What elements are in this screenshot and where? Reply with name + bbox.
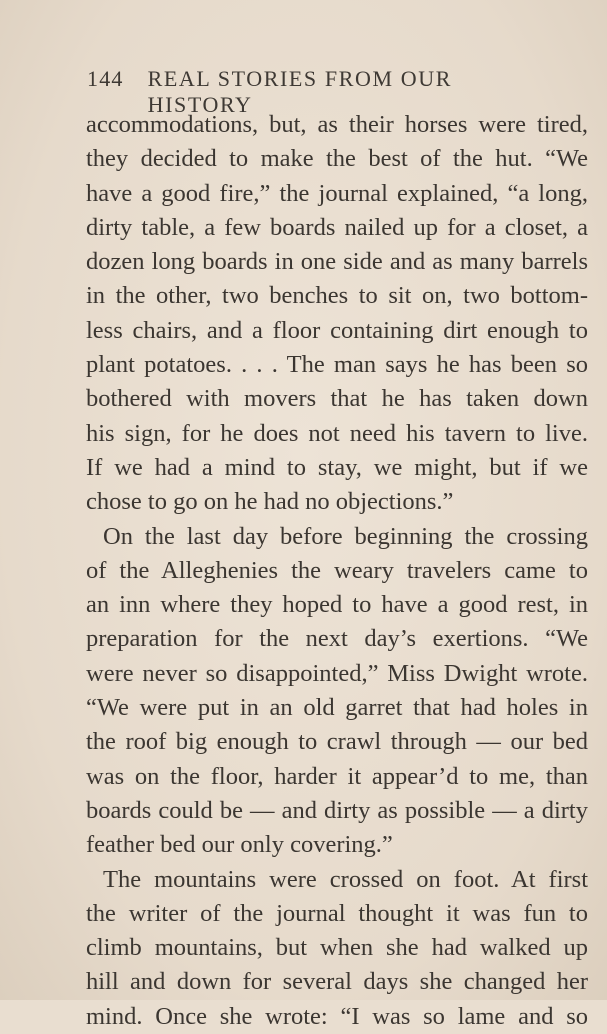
paragraph-start-line: On the last day before beginning the crossing xyxy=(103,522,588,550)
paragraph-end-line: feather bed our only covering.” xyxy=(86,831,393,859)
text-line: preparation for the next day’s exertions. “We xyxy=(86,625,588,653)
text-line: hill and down for several days she changed her xyxy=(86,968,588,996)
text-line: mind. Once she wrote: “I was so lame and so xyxy=(86,1002,588,1030)
text-line: “We were put in an old garret that had holes in xyxy=(86,694,588,722)
text-line: less chairs, and a floor containing dirt enough to xyxy=(86,316,588,344)
text-line: bothered with movers that he has taken down xyxy=(86,385,588,413)
text-line: they decided to make the best of the hut. “We xyxy=(86,145,588,173)
text-line: the roof big enough to crawl through — our bed xyxy=(86,728,588,756)
text-line: in the other, two benches to sit on, two bottom- xyxy=(86,282,588,310)
paragraph-end-line: chose to go on he had no objections.” xyxy=(86,488,454,516)
text-line: accommodations, but, as their horses were tired, xyxy=(86,111,588,138)
text-line: his sign, for he does not need his tavern to live. xyxy=(86,419,588,447)
text-line: the writer of the journal thought it was fun to xyxy=(86,899,588,927)
text-line: climb mountains, but when she had walked up xyxy=(86,934,588,962)
text-line: dozen long boards in one side and as many barrels xyxy=(86,248,588,276)
text-line: of the Alleghenies the weary travelers came to xyxy=(86,556,588,584)
text-line: plant potatoes. . . . The man says he has been so xyxy=(86,351,588,379)
text-line: have a good fire,” the journal explained, “a long, xyxy=(86,179,588,207)
text-line: If we had a mind to stay, we might, but if we xyxy=(86,453,588,481)
text-line: were never so disappointed,” Miss Dwight wrote. xyxy=(86,659,588,687)
paragraph-start-line: The mountains were crossed on foot. At first xyxy=(103,865,588,893)
text-line: boards could be — and dirty as possible — a dirty xyxy=(86,796,588,824)
page-header xyxy=(87,66,557,117)
running-head: REAL STORIES FROM OUR HISTORY xyxy=(147,66,452,117)
text-line: dirty table, a few boards nailed up for a closet, a xyxy=(86,213,588,241)
body-text xyxy=(86,108,588,1034)
text-line: an inn where they hoped to have a good rest, in xyxy=(86,591,588,619)
text-line: was on the floor, harder it appear’d to me, than xyxy=(86,762,588,790)
page-number: 144 xyxy=(87,66,124,91)
